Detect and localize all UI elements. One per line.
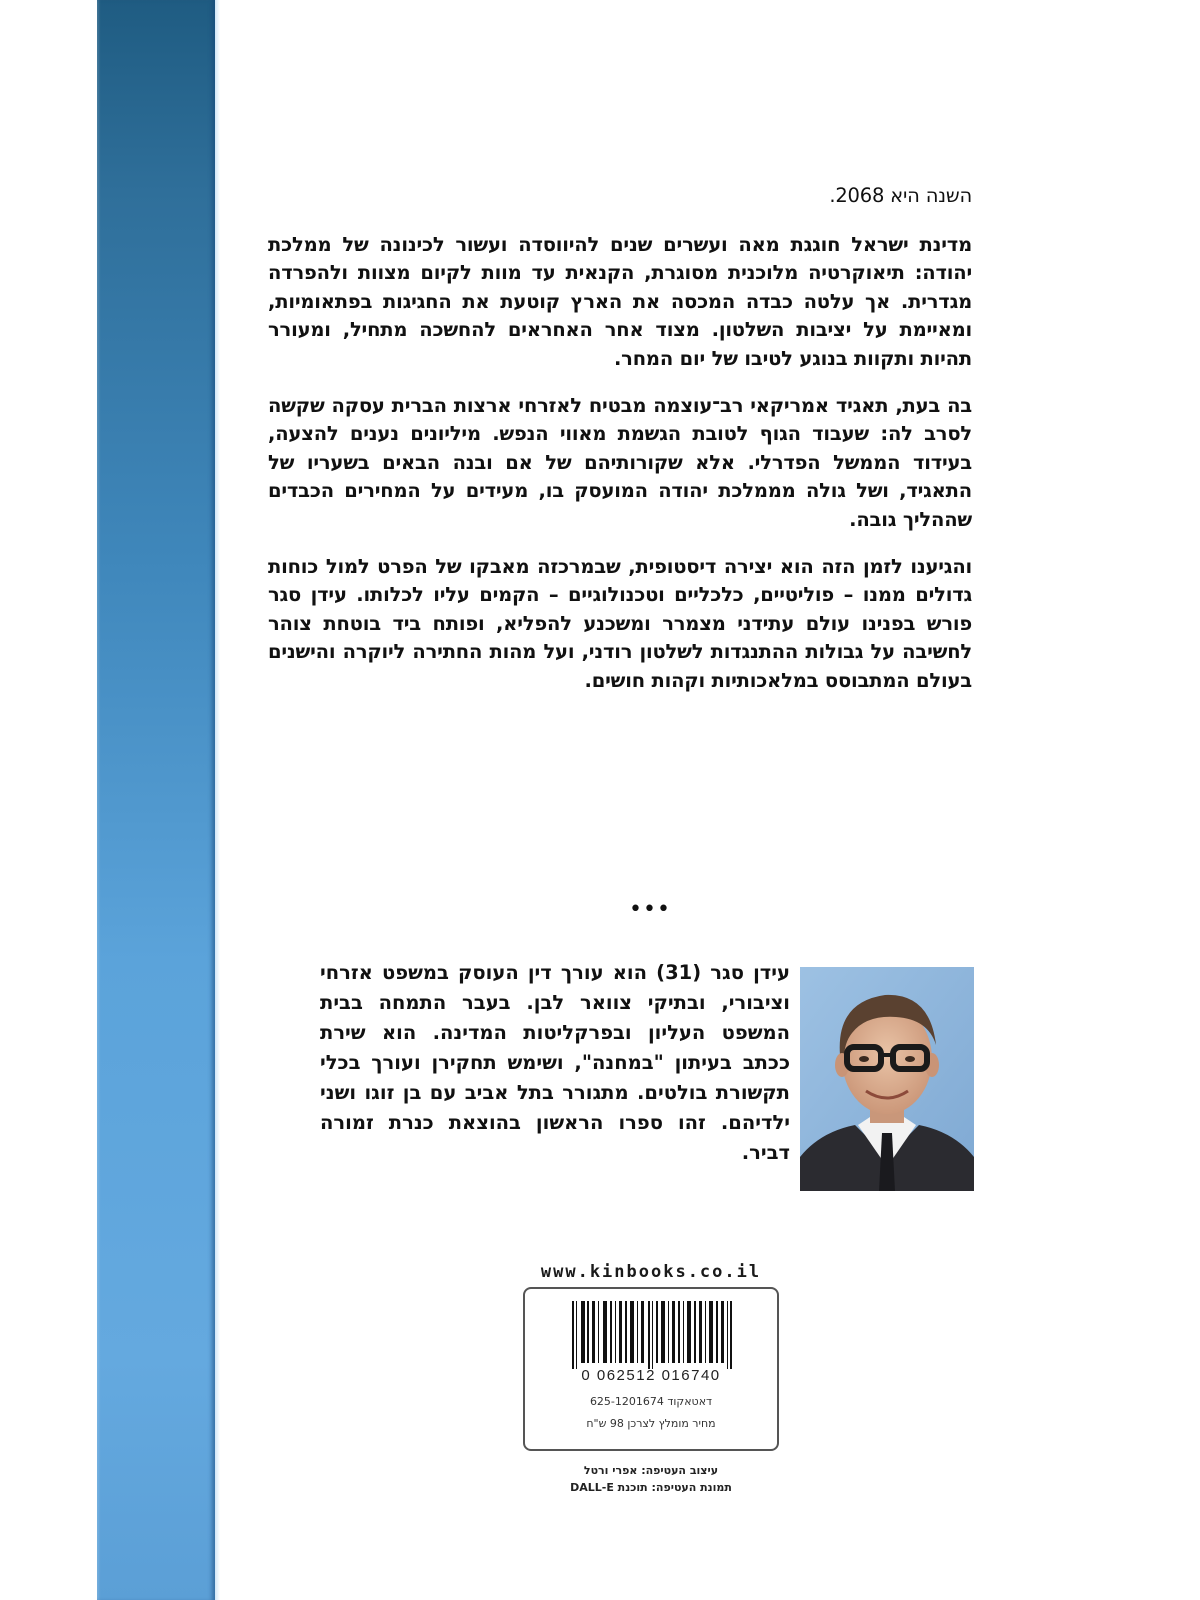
spine-edge-highlight <box>215 0 220 1600</box>
author-bio-text: (31) הוא עורך דין העוסק במשפט אזרחי וציבורי, ובתיקי צוואר לבן. בעבר התמחה בבית המשפט העליון ובפרקליטות המדינה. הוא שירת ככתב בעיתון "במחנה", ושימש תחקירן ועורך בכלי תקשורת בולטים. מתגורר בתל אביב עם בן זוגו ושני ילדיהם. זהו ספרו הראשון בהוצאת כנרת זמורה דביר. <box>320 961 790 1164</box>
author-photo <box>800 967 974 1191</box>
cover-image-credit: תמונת העטיפה: תוכנת DALL-E <box>570 1481 732 1494</box>
barcode-label <box>523 1287 779 1451</box>
blurb-paragraph-1-text: מדינת ישראל חוגגת מאה ועשרים שנים להיווסדה ועשור לכינונה של ממלכת יהודה: תיאוקרטיה מלוכנית מסוגרת, הקנאית עד מוות לקיום מצוות ולהפרדה מגדרית. אך עלטה כבדה המכסה את הארץ קוטעת את החגיגות בפתאומיות, ומאיימת על יציבות השלטון. מצוד אחר האחראים להחשכה מתחיל, ומעורר תהיות ותקוות בנוגע לטיבו של יום המחר. <box>268 232 972 370</box>
cover-design-credit: עיצוב העטיפה: אפרי ורטל <box>583 1464 719 1477</box>
section-separator-dots: ••• <box>629 897 671 922</box>
year-line: השנה היא 2068. <box>829 184 972 207</box>
blurb-paragraph-3 <box>268 553 972 696</box>
recommended-price: מחיר מומלץ לצרכן 98 ש"ח <box>586 1417 716 1430</box>
blurb-paragraph-1 <box>268 231 972 374</box>
blurb-paragraph-2 <box>268 392 972 535</box>
catalog-number: דאטאקוד 625-1201674 <box>589 1395 713 1408</box>
author-name: עידן סגר <box>710 961 790 984</box>
book-title-inline: והגיענו לזמן הזה <box>821 554 973 578</box>
barcode-icon <box>572 1301 732 1369</box>
author-bio <box>320 958 790 1168</box>
blurb-paragraph-3-text: הוא יצירה דיסטופית, שבמרכזה מאבקו של הפרט למול כוחות גדולים ממנו – פוליטיים, כלכליים וטכנולוגיים – הקמים עליו לכלותו. עידן סגר פורש בפנינו עולם עתידני מצמרר ומשכנע להפליא, ופותח ביד בוטחת צוהר לחשיבה על גבולות ההתנגדות לשלטון רודני, ועל מהות החתירה ליוקרה והישנים בעולם המתבוסס במלאכותיות וקהות חושים. <box>268 554 972 692</box>
barcode-digits: 0 062512 016740 <box>581 1367 721 1384</box>
blurb-paragraph-2-text: בה בעת, תאגיד אמריקאי רב־עוצמה מבטיח לאזרחי ארצות הברית עסקה שקשה לסרב לה: שעבוד הגוף לטובת הגשמת מאווי הנפש. מיליונים נענים להצעה, בעידוד הממשל הפדרלי. אלא שקורותיהם של אם ובנה הבאים בשעריו של התאגיד, ושל גולה מממלכת יהודה המועסק בו, מעידים על המחירים הכבדים שההליך גובה. <box>268 393 972 531</box>
back-cover-blurb <box>268 182 972 714</box>
author-portrait-icon <box>800 967 974 1191</box>
cover-credits <box>520 1462 782 1496</box>
publisher-website-link[interactable]: www.kinbooks.co.il <box>540 1262 762 1282</box>
book-spine-blue-band <box>97 0 215 1600</box>
